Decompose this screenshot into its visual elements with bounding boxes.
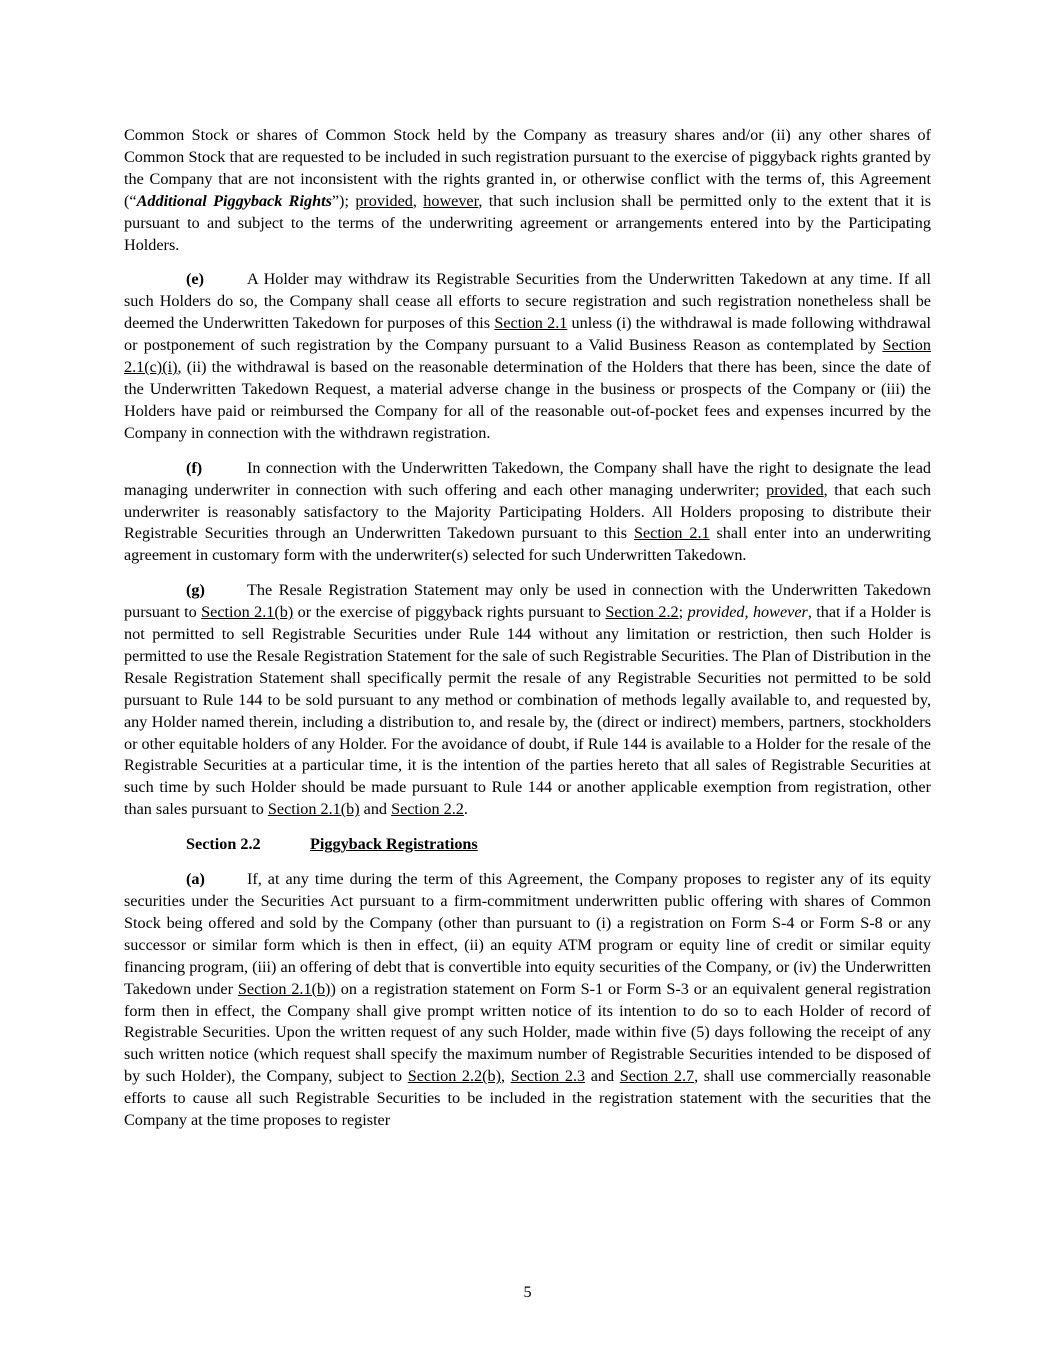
emphasis-provided: provided xyxy=(766,480,824,499)
paragraph-f xyxy=(124,458,931,568)
section-reference: Section 2.1 xyxy=(633,524,710,543)
text-run: ) on a registration statement on Form S-1 or Form S-3 or an equivalent general registration form then in effect, the Company shall give prompt written notice of its intention to do so to each Holder of record of Registrable Securities. Upon the written request of any such Holder, made within five (5) days following the receipt of any such written notice (which request shall specify the maximum number of Registrable Securities intended to be disposed of by such Holder), the Company, subject to xyxy=(124,979,931,1086)
section-reference: Section 2.1(c)(i) xyxy=(124,336,931,377)
defined-term: Additional Piggyback Rights xyxy=(136,191,332,210)
clause-label: (g) xyxy=(186,581,205,600)
text-run: , xyxy=(412,191,424,210)
text-run: unless (i) the withdrawal is made following withdrawal or postponement of such registration by the Company pursuant to a Valid Business Reason as contemplated by xyxy=(124,314,932,355)
text-run: or the exercise of piggyback rights pursuant to xyxy=(293,603,606,622)
clause-label: (e) xyxy=(186,270,204,289)
text-run: The Resale Registration Statement may only be used in connection with the Underwritten Takedown pursuant to xyxy=(124,581,931,622)
section-reference: Section 2.7 xyxy=(619,1067,695,1086)
text-run: and xyxy=(359,800,392,819)
text-run: Common Stock or shares of Common Stock held by the Company as treasury shares and/or (ii) any other shares of Common Stock that are requested to be included in such registration pursuant to the exercise of piggyback rights granted by the Company that are not inconsistent with the rights granted in, or otherwise conflict with the terms of, this Agreement (“ xyxy=(124,126,931,210)
page-body xyxy=(124,125,931,1145)
text-run: , that each such underwriter is reasonably satisfactory to the Majority Participating Holders. All Holders proposing to distribute their Registrable Securities through an Underwritten Takedown pursuant to this xyxy=(124,480,931,543)
section-reference: Section 2.2 xyxy=(605,603,679,622)
text-run: ; xyxy=(678,603,688,622)
section-reference: Section 2.1(b) xyxy=(267,800,360,819)
text-run: , that such inclusion shall be permitted only to the extent that it is pursuant to and subject to the terms of the underwriting agreement or arrangements entered into by the Participating Holders. xyxy=(124,191,931,254)
paragraph-continuation xyxy=(124,125,931,256)
text-run: In connection with the Underwritten Takedown, the Company shall have the right to designate the lead managing underwriter in connection with such offering and each other managing underwriter; xyxy=(124,458,931,499)
emphasis-provided-however: provided, however xyxy=(687,603,808,622)
text-run: , xyxy=(501,1067,511,1086)
clause-label: (f) xyxy=(186,458,203,477)
text-run: A Holder may withdraw its Registrable Securities from the Underwritten Takedown at any time. If all such Holders do so, the Company shall cease all efforts to secure registration and such registration nonetheless shall be deemed the Underwritten Takedown for purposes of this xyxy=(124,270,931,333)
section-number: Section 2.2 xyxy=(186,835,261,854)
text-run: and xyxy=(585,1067,620,1086)
text-run: shall enter into an underwriting agreement in customary form with the underwriter(s) selected for such Underwritten Takedown. xyxy=(124,524,931,565)
section-heading xyxy=(186,834,931,856)
section-reference: Section 2.1(b) xyxy=(237,979,331,998)
text-run: ”); xyxy=(331,191,356,210)
emphasis-provided: provided xyxy=(355,191,413,210)
section-title: Piggyback Registrations xyxy=(310,835,478,854)
text-run: , that if a Holder is not permitted to sell Registrable Securities under Rule 144 without any limitation or restriction, then such Holder is permitted to use the Resale Registration Statement for the sale of such Registrable Securities. The Plan of Distribution in the Resale Registration Statement shall specifically permit the resale of any Registrable Securities not permitted to be sold pursuant to Rule 144 to be sold pursuant to any method or combination of methods legally available to, and requested by, any Holder named therein, including a distribution to, and resale by, the (direct or indirect) members, partners, stockholders or other equitable holders of any Holder. For the avoidance of doubt, if Rule 144 is available to a Holder for the resale of the Registrable Securities at a particular time, it is the intention of the parties hereto that all sales of Registrable Securities at such time by such Holder should be made pursuant to Rule 144 or another applicable exemption from registration, other than sales pursuant to xyxy=(124,603,932,819)
section-reference: Section 2.1 xyxy=(494,314,568,333)
paragraph-a xyxy=(124,869,931,1132)
text-run: . xyxy=(463,800,468,819)
emphasis-however: however xyxy=(423,191,479,210)
section-reference: Section 2.1(b) xyxy=(201,603,294,622)
section-reference: Section 2.2 xyxy=(391,800,464,819)
paragraph-e xyxy=(124,269,931,444)
text-run: , (ii) the withdrawal is based on the reasonable determination of the Holders that there has been, since the date of the Underwritten Takedown Request, a material adverse change in the business or prospects of the Company or (iii) the Holders have paid or reimbursed the Company for all of the reasonable out-of-pocket fees and expenses incurred by the Company in connection with the withdrawn registration. xyxy=(124,358,931,442)
page-number: 5 xyxy=(523,1283,532,1301)
section-reference: Section 2.3 xyxy=(510,1067,586,1086)
text-run: If, at any time during the term of this Agreement, the Company proposes to register any of its equity securities under the Securities Act pursuant to a firm-commitment underwritten public offering with shares of Common Stock being offered and sold by the Company (other than pursuant to (i) a registration on Form S-4 or Form S-8 or any successor or similar form which is then in effect, (ii) an equity ATM program or equity line of credit or similar equity financing program, (iii) an offering of debt that is convertible into equity securities of the Company, or (iv) the Underwritten Takedown under xyxy=(124,870,931,998)
section-reference: Section 2.2(b) xyxy=(407,1067,502,1086)
paragraph-g xyxy=(124,580,931,821)
clause-label: (a) xyxy=(186,870,205,889)
text-run: , shall use commercially reasonable efforts to cause all such Registrable Securities to be included in the registration statement with the securities that the Company at the time proposes to register xyxy=(124,1067,931,1130)
